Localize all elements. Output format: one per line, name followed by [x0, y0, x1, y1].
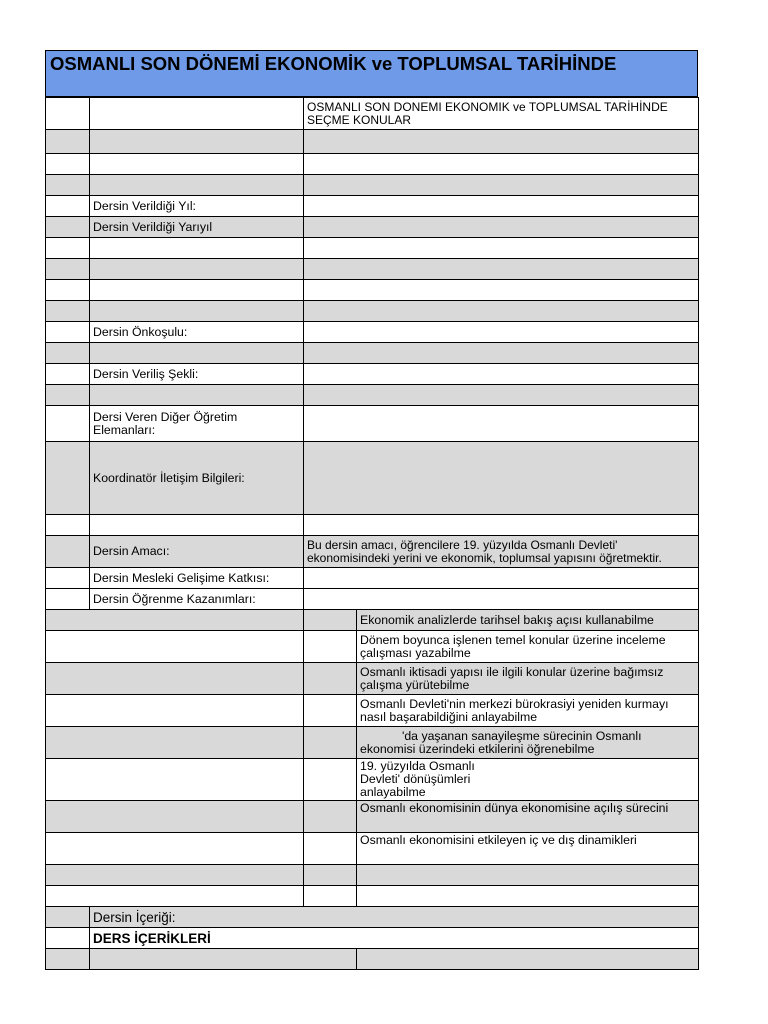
course-table [45, 97, 699, 970]
aim-label: Dersin Amacı: [90, 536, 304, 568]
delivery-value [304, 364, 699, 385]
prerequisite-label: Dersin Önkoşulu: [90, 322, 304, 343]
outcome-item: Dönem boyunca işlenen temel konular üzerine inceleme çalışması yazabilme [357, 631, 699, 663]
course-sheet [45, 50, 698, 970]
semester-value [304, 217, 699, 238]
other-staff-value [304, 406, 699, 442]
outcome-item: Ekonomik analizlerde tarihsel bakış açısı kullanabilme [357, 610, 699, 631]
delivery-label: Dersin Veriliş Şekli: [90, 364, 304, 385]
contents-heading: DERS İÇERİKLERİ [90, 928, 699, 949]
outcome-item: Osmanlı iktisadi yapısı ile ilgili konular üzerine bağımsız çalışma yürütebilme [357, 663, 699, 695]
other-staff-label: Dersi Veren Diğer Öğretim Elemanları: [90, 406, 304, 442]
aim-text: Bu dersin amacı, öğrencilere 19. yüzyılda Osmanlı Devleti' ekonomisindeki yerini ve ekonomik, toplumsal yapısını öğretmektir. [304, 536, 699, 568]
outcome-item: 'da yaşanan sanayileşme sürecinin Osmanlı ekonomisi üzerindeki etkilerini öğrenebilme [360, 728, 642, 756]
cell [90, 98, 304, 130]
prerequisite-value [304, 322, 699, 343]
course-name: OSMANLI SON DONEMI EKONOMIK ve TOPLUMSAL TARİHİNDE SEÇME KONULAR [304, 98, 699, 130]
coordinator-value [304, 442, 699, 515]
outcome-item: Osmanlı ekonomisinin dünya ekonomisine açılış sürecini [357, 801, 699, 833]
content-label: Dersin İçeriği: [90, 907, 699, 928]
coordinator-label: Koordinatör İletişim Bilgileri: [90, 442, 304, 515]
year-value [304, 196, 699, 217]
outcome-item: Osmanlı Devleti'nin merkezi bürokrasiyi yeniden kurmayı nasıl başarabildiğini anlayabilme [357, 695, 699, 727]
outcomes-label: Dersin Öğrenme Kazanımları: [90, 589, 304, 610]
professional-value [304, 568, 699, 589]
semester-label: Dersin Verildiği Yarıyıl [90, 217, 304, 238]
document-title: OSMANLI SON DÖNEMİ EKONOMİK ve TOPLUMSAL TARİHİNDE [45, 50, 698, 97]
year-label: Dersin Verildiği Yıl: [90, 196, 304, 217]
professional-label: Dersin Mesleki Gelişime Katkısı: [90, 568, 304, 589]
outcome-item: 19. yüzyılda Osmanlı Devleti' dönüşümleri anlayabilme [357, 759, 699, 801]
outcome-item: Osmanlı ekonomisini etkileyen iç ve dış dinamikleri [357, 833, 699, 865]
cell [46, 98, 90, 130]
